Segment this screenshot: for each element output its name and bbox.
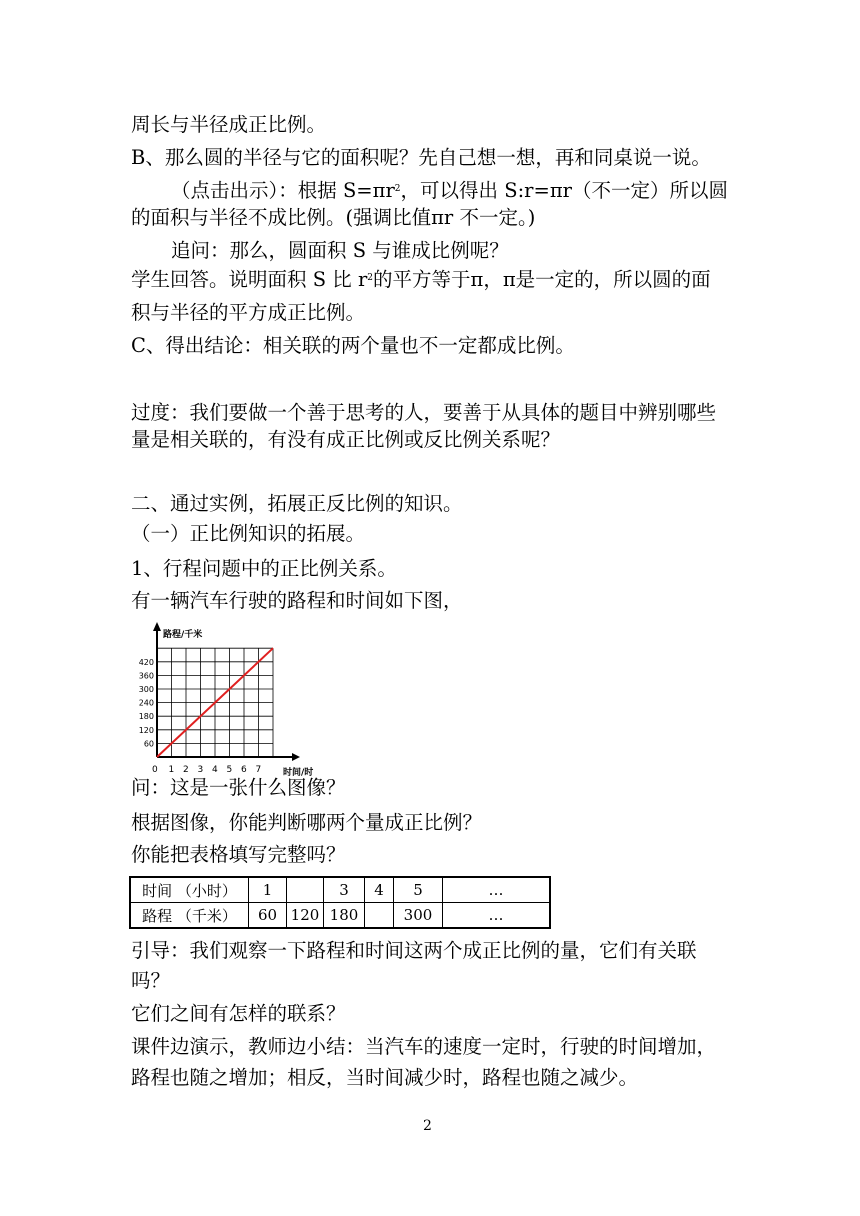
text-line: B、那么圆的半径与它的面积呢？先自己想一想，再和同桌说一说。 (131, 146, 711, 169)
table-cell: … (443, 903, 551, 929)
superscript: 2 (394, 184, 401, 194)
table-cell: 5 (394, 877, 443, 903)
text-line: （一）正比例知识的拓展。 (131, 522, 366, 545)
text-line: 问：这是一张什么图像？ (131, 776, 346, 799)
x-tick-label: 4 (212, 765, 218, 775)
text-line: 吗？ (131, 969, 171, 992)
text-line: 你能把表格填写完整吗？ (131, 843, 346, 866)
x-tick-label: 0 (152, 765, 158, 775)
table-cell: 3 (324, 877, 365, 903)
text-line: 的面积与半径不成比例。(强调比值πr 不一定。) (131, 206, 536, 229)
y-axis-label: 路程/千米 (163, 630, 203, 640)
table-cell: … (443, 877, 551, 903)
y-tick-label: 360 (138, 671, 154, 681)
text-line: 积与半径的平方成正比例。 (131, 301, 366, 324)
text-line: 课件边演示，教师边小结：当汽车的速度一定时，行驶的时间增加， (131, 1035, 717, 1058)
text-line: 过度：我们要做一个善于思考的人，要善于从具体的题目中辨别哪些 (131, 401, 717, 424)
x-axis-label: 时间/时 (283, 768, 314, 778)
x-tick-label: 2 (183, 765, 189, 775)
distance-time-chart (128, 619, 318, 779)
text-line (171, 179, 728, 203)
text-line: 它们之间有怎样的联系？ (131, 1002, 346, 1025)
text-line: 二、通过实例，拓展正反比例的知识。 (131, 492, 463, 515)
table-cell (365, 903, 394, 929)
y-axis-arrow (153, 622, 161, 631)
x-tick-label: 6 (241, 765, 247, 775)
text-span: （点击出示）：根据 S=πr (171, 179, 395, 202)
text-line: 引导：我们观察一下路程和时间这两个成正比例的量，它们有关联 (131, 939, 697, 962)
text-line: 根据图像，你能判断哪两个量成正比例？ (131, 811, 483, 834)
table-row (130, 877, 550, 903)
y-tick-label: 180 (138, 712, 154, 722)
table-cell: 时间 （小时） (130, 877, 249, 903)
table-cell: 4 (365, 877, 394, 903)
table-cell: 1 (249, 877, 287, 903)
y-tick-label: 240 (138, 698, 154, 708)
y-tick-label: 60 (143, 739, 154, 749)
x-tick-label: 5 (226, 765, 233, 775)
text-line: C、得出结论：相关联的两个量也不一定都成比例。 (131, 334, 575, 357)
time-distance-table (129, 876, 551, 929)
table-cell (287, 877, 324, 903)
y-tick-label: 120 (138, 725, 154, 735)
page-number: 2 (423, 1118, 432, 1134)
text-line: 周长与半径成正比例。 (131, 113, 327, 136)
table-cell: 路程 （千米） (130, 903, 249, 929)
text-line: 有一辆汽车行驶的路程和时间如下图， (131, 589, 463, 612)
table-cell: 180 (324, 903, 365, 929)
superscript: 2 (367, 273, 374, 283)
y-tick-label: 300 (138, 685, 154, 694)
text-span: 的平方等于π，π是一定的，所以圆的面 (373, 268, 711, 291)
table-row (130, 903, 550, 929)
text-line: 路程也随之增加；相反，当时间减少时，路程也随之减少。 (131, 1066, 639, 1089)
x-tick-label: 3 (197, 765, 204, 775)
x-axis-arrow (292, 753, 300, 761)
table-cell: 300 (394, 903, 443, 929)
text-span: ，可以得出 S:r=πr（不一定）所以圆 (400, 179, 728, 202)
text-span: 学生回答。说明面积 S 比 r (131, 268, 368, 291)
y-tick-label: 420 (138, 657, 154, 667)
text-line (131, 268, 711, 292)
text-line: 1、行程问题中的正比例关系。 (131, 557, 397, 580)
table-cell: 120 (287, 903, 324, 929)
table-cell: 60 (249, 903, 287, 929)
x-tick-label: 7 (255, 765, 262, 775)
x-tick-label: 1 (168, 765, 175, 775)
text-line: 追问：那么，圆面积 S 与谁成比例呢？ (171, 239, 509, 262)
text-line: 量是相关联的，有没有成正比例或反比例关系呢？ (131, 428, 561, 451)
